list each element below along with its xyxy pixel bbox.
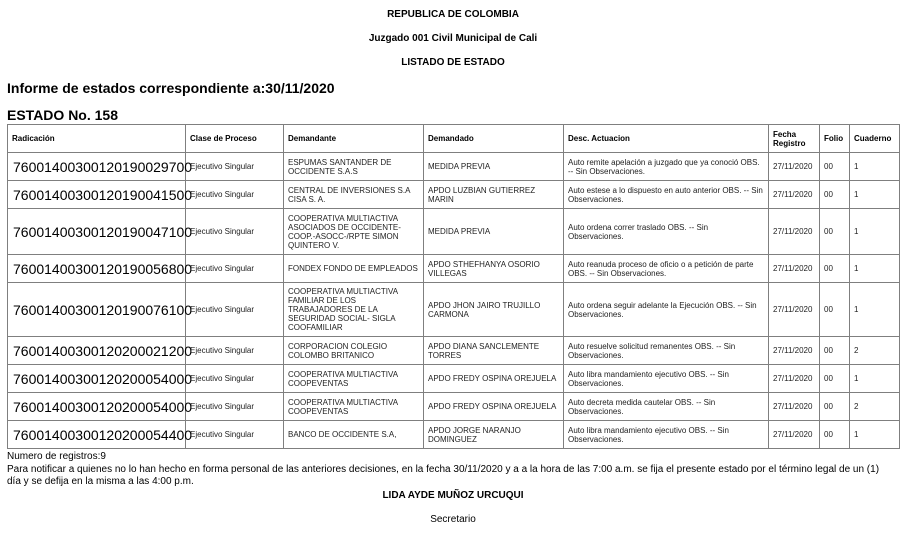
- cell-radicacion: 76001400300120190047100: [8, 209, 186, 255]
- cell-clase: Ejecutivo Singular: [186, 337, 284, 365]
- table-row: [8, 337, 900, 365]
- cell-demandante: COOPERATIVA MULTIACTIVA COOPEVENTAS: [284, 393, 424, 421]
- cell-fecha: 27/11/2020: [769, 283, 820, 337]
- cell-actuacion: Auto libra mandamiento ejecutivo OBS. -- Sin Observaciones.: [564, 365, 769, 393]
- record-count: Numero de registros:9: [7, 451, 106, 462]
- cell-radicacion: 76001400300120190076100: [8, 283, 186, 337]
- cell-demandante: CORPORACION COLEGIO COLOMBO BRITANICO: [284, 337, 424, 365]
- signer-name: LIDA AYDE MUÑOZ URCUQUI: [382, 490, 524, 501]
- cell-demandante: CENTRAL DE INVERSIONES S.A CISA S. A.: [284, 181, 424, 209]
- cell-folio: 00: [820, 421, 850, 449]
- cell-folio: 00: [820, 365, 850, 393]
- column-header-actuacion: Desc. Actuacion: [564, 125, 769, 153]
- cell-fecha: 27/11/2020: [769, 337, 820, 365]
- table-row: [8, 365, 900, 393]
- cell-radicacion: 76001400300120200021200: [8, 337, 186, 365]
- cell-clase: Ejecutivo Singular: [186, 393, 284, 421]
- cell-demandante: BANCO DE OCCIDENTE S.A,: [284, 421, 424, 449]
- cell-fecha: 27/11/2020: [769, 255, 820, 283]
- table-header-row: [8, 125, 900, 153]
- cell-folio: 00: [820, 337, 850, 365]
- cell-folio: 00: [820, 283, 850, 337]
- column-header-fecha: Fecha Registro: [769, 125, 820, 153]
- cell-clase: Ejecutivo Singular: [186, 153, 284, 181]
- cell-folio: 00: [820, 255, 850, 283]
- cell-fecha: 27/11/2020: [769, 153, 820, 181]
- cell-radicacion: 76001400300120200054000: [8, 365, 186, 393]
- table-row: [8, 181, 900, 209]
- cell-fecha: 27/11/2020: [769, 181, 820, 209]
- cell-demandado: APDO FREDY OSPINA OREJUELA: [424, 365, 564, 393]
- cell-clase: Ejecutivo Singular: [186, 255, 284, 283]
- cell-radicacion: 76001400300120190029700: [8, 153, 186, 181]
- cell-cuaderno: 2: [850, 337, 900, 365]
- cell-demandado: APDO JORGE NARANJO DOMINGUEZ: [424, 421, 564, 449]
- header-country: REPUBLICA DE COLOMBIA: [387, 9, 519, 20]
- cell-folio: 00: [820, 181, 850, 209]
- cell-demandante: FONDEX FONDO DE EMPLEADOS: [284, 255, 424, 283]
- cell-clase: Ejecutivo Singular: [186, 181, 284, 209]
- cell-cuaderno: 2: [850, 393, 900, 421]
- table-row: [8, 153, 900, 181]
- estado-table: [7, 124, 900, 449]
- column-header-cuaderno: Cuaderno: [850, 125, 900, 153]
- cell-folio: 00: [820, 393, 850, 421]
- cell-cuaderno: 1: [850, 283, 900, 337]
- cell-cuaderno: 1: [850, 181, 900, 209]
- table-row: [8, 255, 900, 283]
- cell-demandado: MEDIDA PREVIA: [424, 153, 564, 181]
- cell-radicacion: 76001400300120200054400: [8, 421, 186, 449]
- cell-actuacion: Auto estese a lo dispuesto en auto anterior OBS. -- Sin Observaciones.: [564, 181, 769, 209]
- cell-demandante: COOPERATIVA MULTIACTIVA COOPEVENTAS: [284, 365, 424, 393]
- cell-demandante: ESPUMAS SANTANDER DE OCCIDENTE S.A.S: [284, 153, 424, 181]
- table-row: [8, 393, 900, 421]
- cell-actuacion: Auto ordena seguir adelante la Ejecución OBS. -- Sin Observaciones.: [564, 283, 769, 337]
- table-row: [8, 209, 900, 255]
- cell-fecha: 27/11/2020: [769, 209, 820, 255]
- cell-actuacion: Auto remite apelación a juzgado que ya conoció OBS. -- Sin Observaciones.: [564, 153, 769, 181]
- column-header-demandante: Demandante: [284, 125, 424, 153]
- report-title: Informe de estados correspondiente a:30/11/2020: [7, 80, 335, 96]
- cell-actuacion: Auto ordena correr traslado OBS. -- Sin Observaciones.: [564, 209, 769, 255]
- column-header-demandado: Demandado: [424, 125, 564, 153]
- estado-number: ESTADO No. 158: [7, 107, 118, 123]
- cell-clase: Ejecutivo Singular: [186, 365, 284, 393]
- cell-fecha: 27/11/2020: [769, 421, 820, 449]
- cell-demandante: COOPERATIVA MULTIACTIVA FAMILIAR DE LOS TRABAJADORES DE LA SEGURIDAD SOCIAL- SIGLA COOFAMILIAR: [284, 283, 424, 337]
- column-header-radicacion: Radicación: [8, 125, 186, 153]
- cell-cuaderno: 1: [850, 153, 900, 181]
- cell-fecha: 27/11/2020: [769, 365, 820, 393]
- signer-role: Secretario: [430, 514, 476, 525]
- column-header-folio: Folio: [820, 125, 850, 153]
- cell-demandado: APDO FREDY OSPINA OREJUELA: [424, 393, 564, 421]
- notification-text: Para notificar a quienes no lo han hecho en forma personal de las anteriores decisiones, en la fecha 30/11/2020 y a a la hora de las 7:00 a.m. se fija el presente estado por el término legal de un (1) día y se defija en la misma a las 4:00 p.m.: [7, 464, 880, 487]
- cell-demandado: APDO LUZBIAN GUTIERREZ MARIN: [424, 181, 564, 209]
- header-court: Juzgado 001 Civil Municipal de Cali: [368, 33, 538, 44]
- cell-clase: Ejecutivo Singular: [186, 209, 284, 255]
- cell-cuaderno: 1: [850, 255, 900, 283]
- table-row: [8, 421, 900, 449]
- cell-radicacion: 76001400300120190041500: [8, 181, 186, 209]
- cell-radicacion: 76001400300120190056800: [8, 255, 186, 283]
- cell-cuaderno: 1: [850, 365, 900, 393]
- cell-clase: Ejecutivo Singular: [186, 421, 284, 449]
- cell-demandado: MEDIDA PREVIA: [424, 209, 564, 255]
- cell-actuacion: Auto resuelve solicitud remanentes OBS. -- Sin Observaciones.: [564, 337, 769, 365]
- cell-actuacion: Auto libra mandamiento ejecutivo OBS. -- Sin Observaciones.: [564, 421, 769, 449]
- cell-demandado: APDO JHON JAIRO TRUJILLO CARMONA: [424, 283, 564, 337]
- cell-clase: Ejecutivo Singular: [186, 283, 284, 337]
- cell-folio: 00: [820, 209, 850, 255]
- cell-demandante: COOPERATIVA MULTIACTIVA ASOCIADOS DE OCCIDENTE- COOP.-ASOCC-/RPTE SIMON QUINTERO V.: [284, 209, 424, 255]
- cell-folio: 00: [820, 153, 850, 181]
- cell-actuacion: Auto decreta medida cautelar OBS. -- Sin Observaciones.: [564, 393, 769, 421]
- cell-fecha: 27/11/2020: [769, 393, 820, 421]
- header-listing: LISTADO DE ESTADO: [401, 57, 505, 68]
- cell-demandado: APDO DIANA SANCLEMENTE TORRES: [424, 337, 564, 365]
- cell-demandado: APDO STHEFHANYA OSORIO VILLEGAS: [424, 255, 564, 283]
- cell-actuacion: Auto reanuda proceso de oficio o a petición de parte OBS. -- Sin Observaciones.: [564, 255, 769, 283]
- column-header-clase: Clase de Proceso: [186, 125, 284, 153]
- table-row: [8, 283, 900, 337]
- cell-radicacion: 76001400300120200054000: [8, 393, 186, 421]
- cell-cuaderno: 1: [850, 421, 900, 449]
- cell-cuaderno: 1: [850, 209, 900, 255]
